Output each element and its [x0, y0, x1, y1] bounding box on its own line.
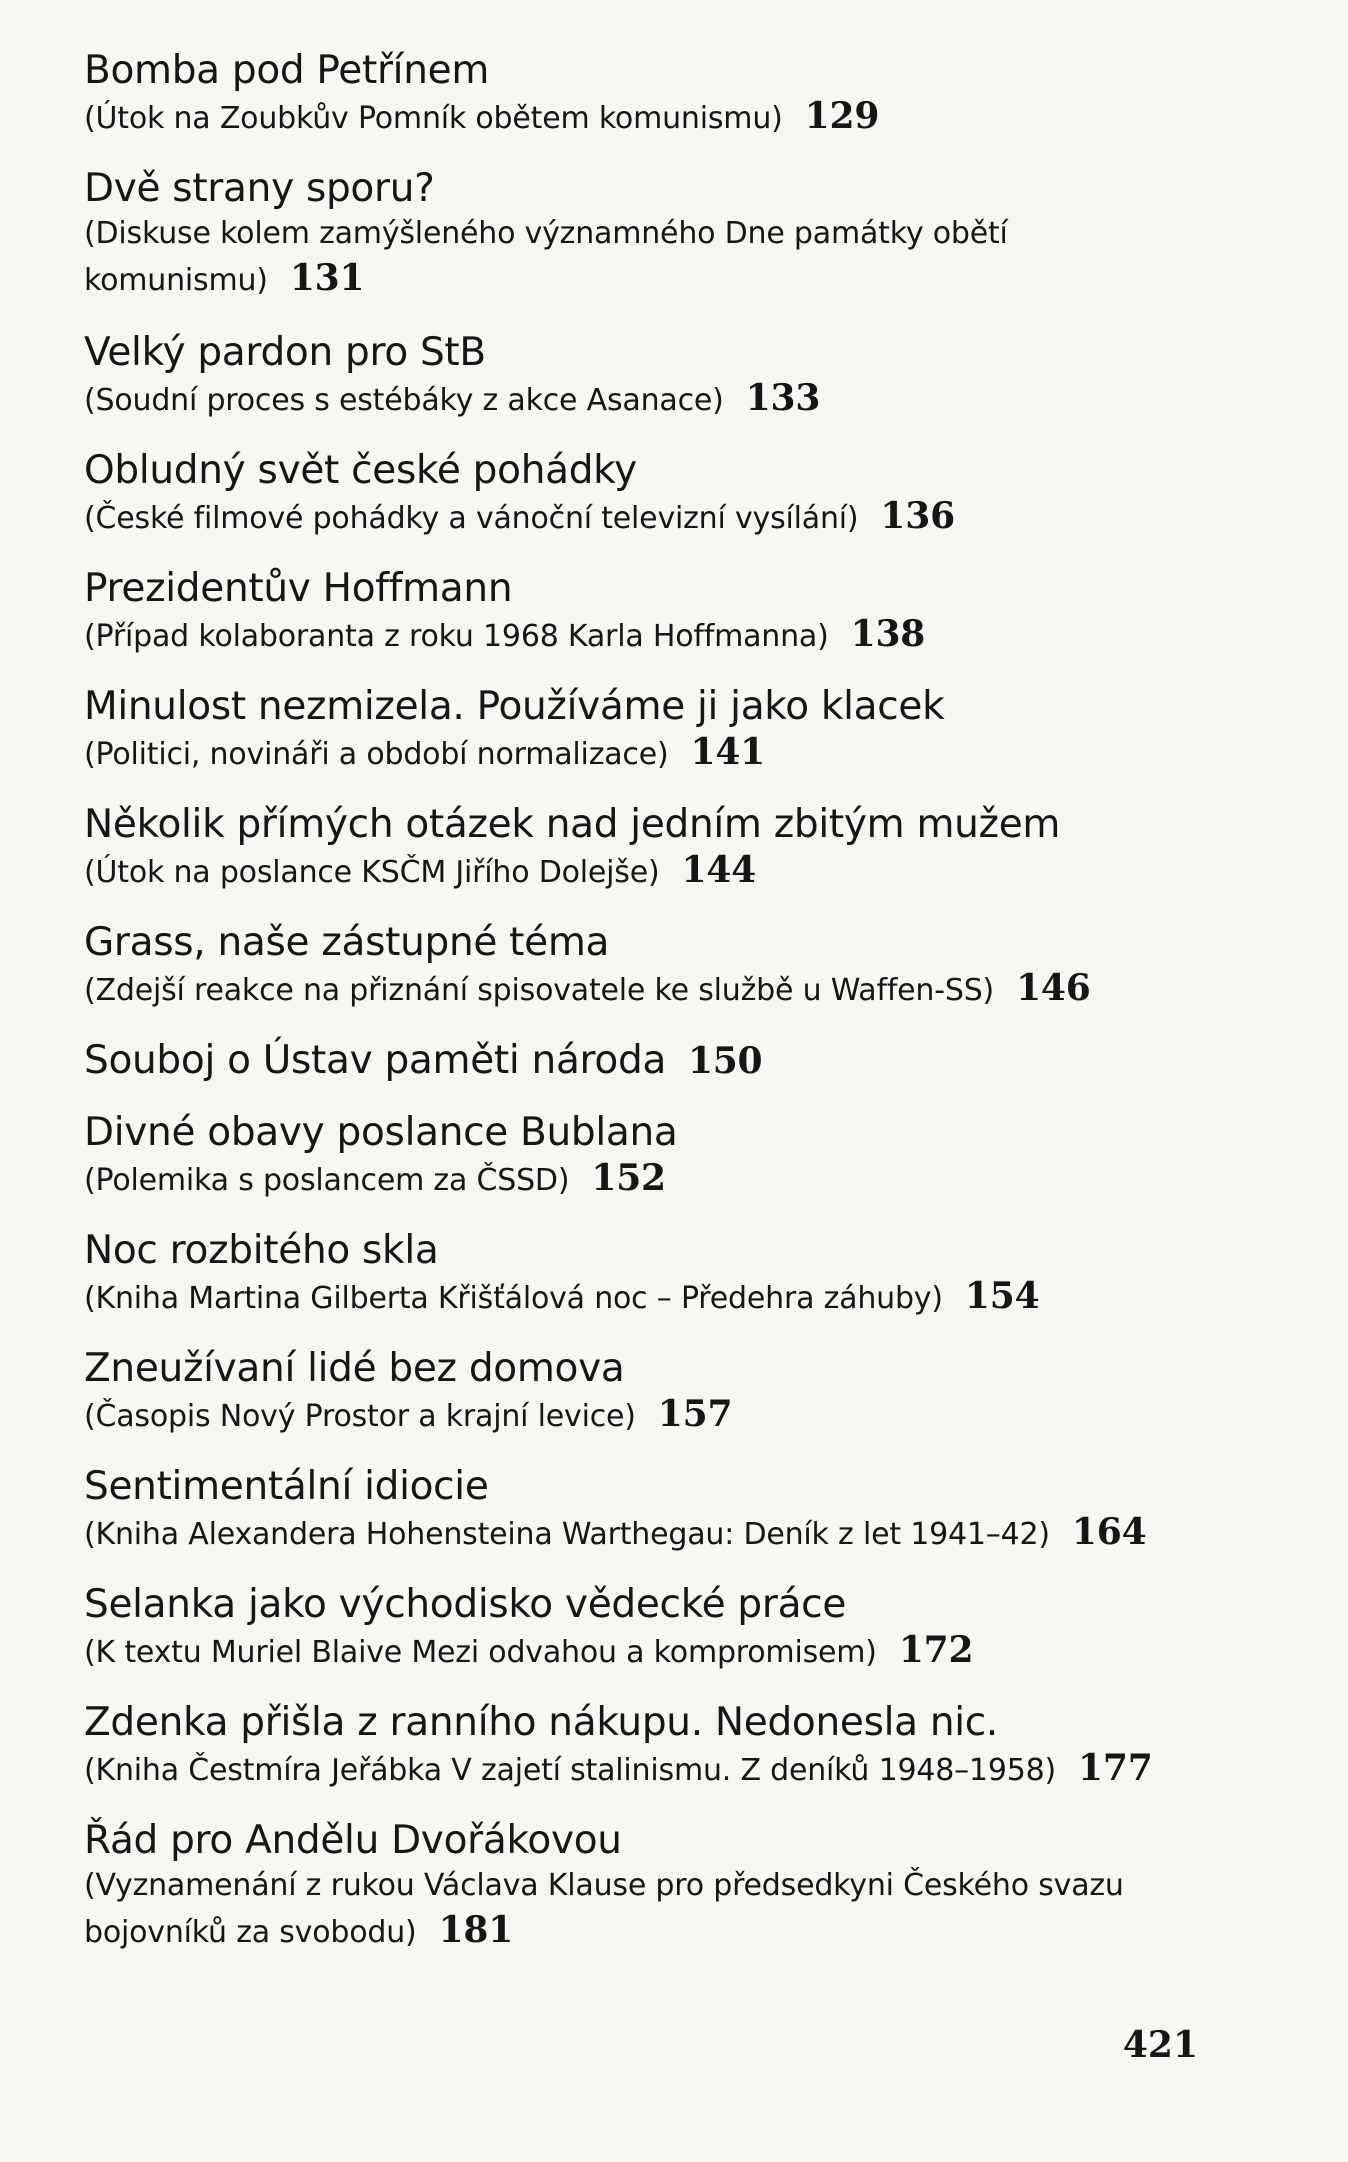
entry-subtitle: [84, 1628, 1198, 1675]
entry-subtitle-text: (Kniha Čestmíra Jeřábka V zajetí stalinismu. Z deníků 1948–1958): [84, 1753, 1056, 1788]
entry-title: Zneužívaní lidé bez domova: [84, 1346, 625, 1391]
entry-subtitle: [84, 1746, 1198, 1793]
entry-page-number: 164: [1071, 1511, 1147, 1553]
entry-subtitle: [84, 1156, 1198, 1203]
toc-entry: [84, 1700, 1198, 1793]
entry-page-number: 146: [1016, 967, 1091, 1009]
entry-subtitle: [84, 1392, 1198, 1439]
entry-title: Grass, naše zástupné téma: [84, 920, 610, 965]
toc-entry: [84, 802, 1198, 895]
toc-entry: [84, 1346, 1198, 1439]
entry-subtitle-text: (Kniha Martina Gilberta Křišťálová noc – Předehra záhuby): [84, 1281, 943, 1316]
entry-title: Prezidentův Hoffmann: [84, 566, 513, 611]
entry-subtitle-text: (Vyznamenání z rukou Václava Klause pro předsedkyni Českého svazu bojovníků za svobodu): [84, 1868, 1124, 1950]
entry-title: Řád pro Andělu Dvořákovou: [84, 1818, 622, 1863]
entry-subtitle: [84, 494, 1198, 541]
entry-page-number: 144: [681, 849, 757, 891]
toc-entry: [84, 920, 1198, 1013]
entry-title: Zdenka přišla z ranního nákupu. Nedonesla nic.: [84, 1700, 999, 1745]
entry-subtitle-text: (Zdejší reakce na přiznání spisovatele ke službě u Waffen-SS): [84, 973, 995, 1008]
entry-subtitle-text: (Polemika s poslancem za ČSSD): [84, 1163, 570, 1198]
entry-subtitle: [84, 94, 1198, 141]
entry-title: [84, 1038, 1198, 1084]
entry-title: Minulost nezmizela. Používáme ji jako klacek: [84, 684, 945, 729]
entry-subtitle: [84, 376, 1198, 423]
toc-entry: [84, 1818, 1198, 1955]
entry-page-number: 181: [438, 1909, 514, 1951]
toc-entry: [84, 566, 1198, 659]
entry-subtitle-text: (Útok na Zoubkův Pomník obětem komunismu): [84, 101, 783, 136]
toc-entry: [84, 1110, 1198, 1203]
entry-title: Několik přímých otázek nad jedním zbitým mužem: [84, 802, 1061, 847]
entry-subtitle: [84, 1510, 1198, 1557]
entry-title: Sentimentální idiocie: [84, 1464, 489, 1509]
entry-page-number: 154: [964, 1275, 1040, 1317]
entry-title: Noc rozbitého skla: [84, 1228, 439, 1273]
toc-entry: [84, 1228, 1198, 1321]
toc-entry: [84, 1464, 1198, 1557]
entry-subtitle: [84, 1274, 1198, 1321]
entry-subtitle-text: (Politici, novináři a období normalizace): [84, 737, 669, 772]
entry-subtitle-text: (Kniha Alexandera Hohensteina Warthegau: Deník z let 1941–42): [84, 1517, 1050, 1552]
entry-page-number: 150: [688, 1040, 763, 1082]
toc-entry: [84, 1038, 1198, 1084]
entry-subtitle-text: (Diskuse kolem zamýšleného významného Dne památky obětí komunismu): [84, 216, 1008, 298]
entry-subtitle-text: (Případ kolaboranta z roku 1968 Karla Hoffmanna): [84, 619, 829, 654]
toc-entry: [84, 48, 1198, 141]
entry-subtitle-text: (České filmové pohádky a vánoční televizní vysílání): [84, 501, 859, 536]
toc-entry: [84, 448, 1198, 541]
entry-subtitle: [84, 1864, 1124, 1955]
entry-subtitle: [84, 212, 1024, 303]
entry-page-number: 152: [591, 1157, 666, 1199]
entry-page-number: 133: [745, 377, 821, 419]
entry-subtitle-text: (Časopis Nový Prostor a krajní levice): [84, 1399, 636, 1434]
entry-page-number: 141: [690, 731, 766, 773]
entry-page-number: 157: [657, 1393, 733, 1435]
entry-title: Obludný svět české pohádky: [84, 448, 637, 493]
toc-entry: [84, 330, 1198, 423]
toc-entry: [84, 1582, 1198, 1675]
entry-subtitle: [84, 848, 1198, 895]
entry-title: Selanka jako východisko vědecké práce: [84, 1582, 847, 1627]
entry-title: Divné obavy poslance Bublana: [84, 1110, 678, 1155]
entry-title: Velký pardon pro StB: [84, 330, 486, 375]
page-folio: 421: [1122, 2024, 1198, 2066]
entry-subtitle: [84, 612, 1198, 659]
toc-entry: [84, 166, 1198, 303]
entry-title-text: Souboj o Ústav paměti národa: [84, 1038, 667, 1083]
entry-title: Bomba pod Petřínem: [84, 48, 490, 93]
entry-page-number: 131: [289, 257, 365, 299]
entry-subtitle-text: (K textu Muriel Blaive Mezi odvahou a kompromisem): [84, 1635, 877, 1670]
entry-page-number: 177: [1078, 1747, 1153, 1789]
entry-page-number: 172: [898, 1629, 974, 1671]
entry-subtitle-text: (Útok na poslance KSČM Jiřího Dolejše): [84, 855, 660, 890]
entry-subtitle-text: (Soudní proces s estébáky z akce Asanace): [84, 383, 724, 418]
entry-page-number: 138: [850, 613, 926, 655]
toc-entry: [84, 684, 1198, 777]
entry-page-number: 136: [880, 495, 955, 537]
entry-subtitle: [84, 730, 1198, 777]
entry-subtitle: [84, 966, 1198, 1013]
entry-title: Dvě strany sporu?: [84, 166, 435, 211]
entry-page-number: 129: [804, 95, 880, 137]
